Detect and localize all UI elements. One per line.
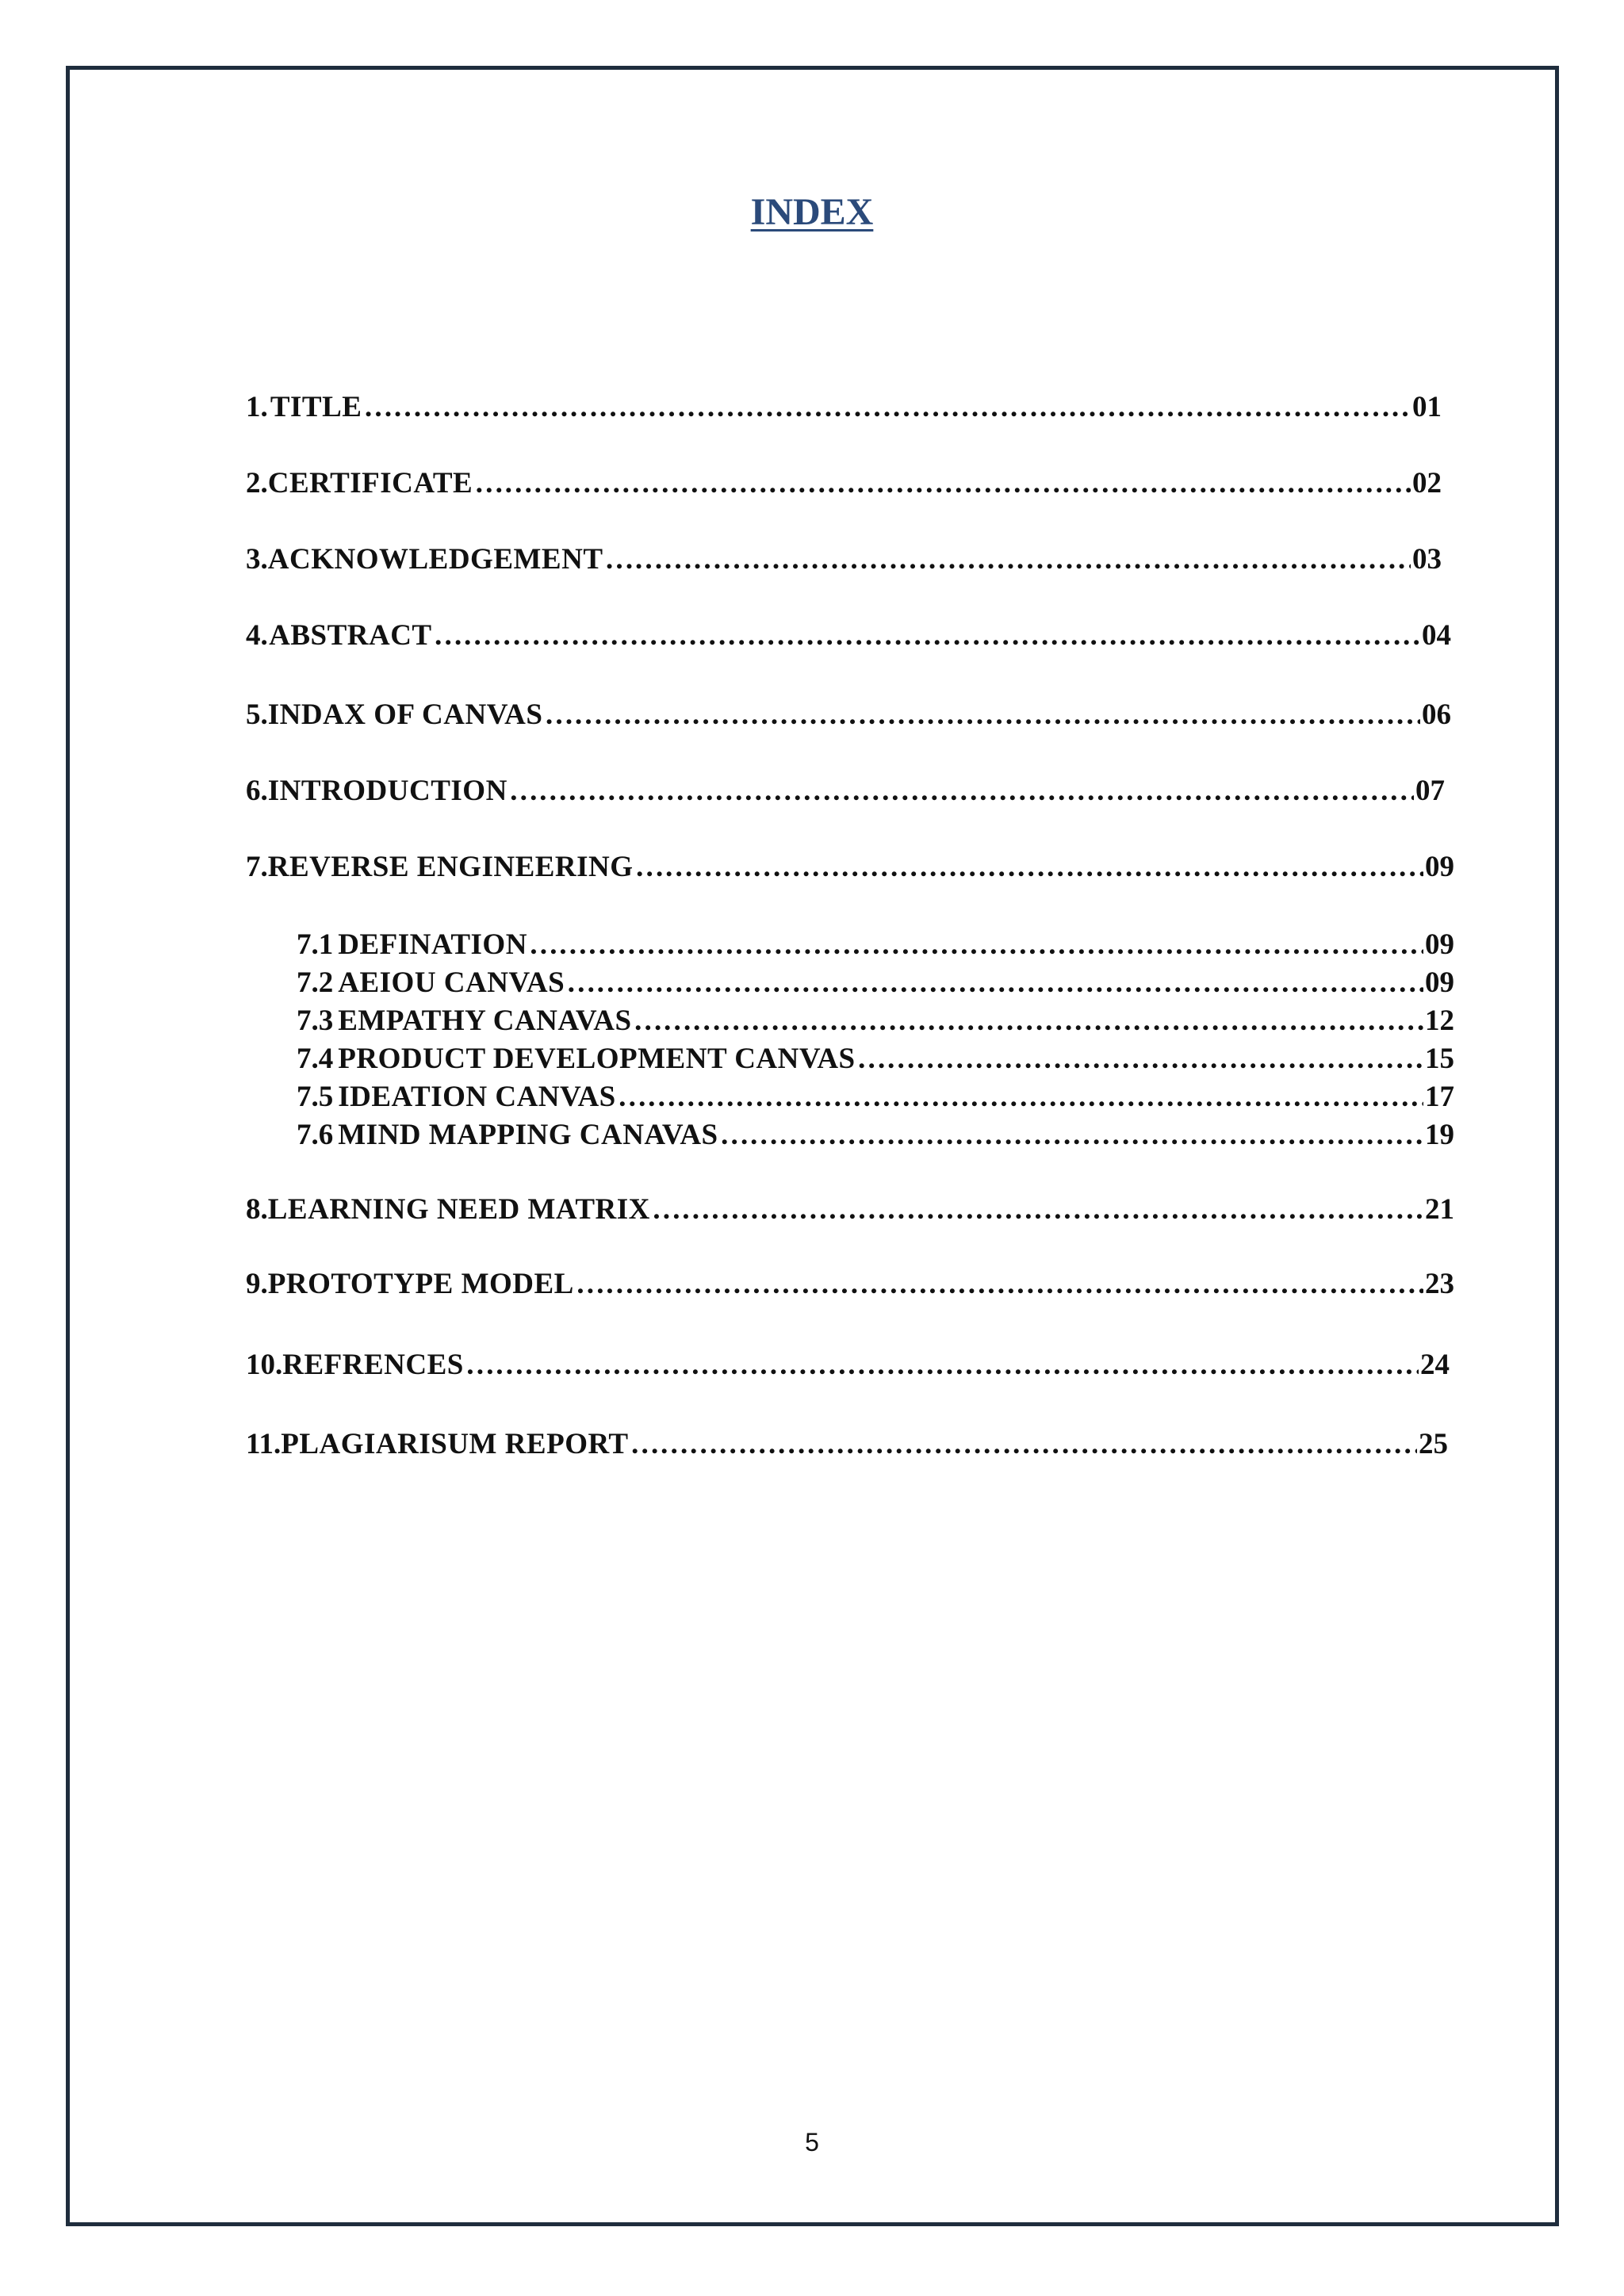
toc-leader-dots (465, 1348, 1419, 1382)
toc-entry-number: 7.3 (297, 1004, 334, 1037)
toc-leader-dots (544, 698, 1420, 732)
toc-entry-label: PRODUCT DEVELOPMENT CANVAS (338, 1043, 856, 1075)
toc-entry-page: 15 (1425, 1043, 1454, 1075)
toc-entry-number: 7.1 (297, 928, 334, 961)
toc-entry-reverse-engineering (246, 850, 1454, 884)
toc-entry-label: DEFINATION (338, 928, 527, 961)
toc-leader-dots (720, 1118, 1423, 1152)
toc-entry-label: ABSTRACT (269, 619, 432, 652)
toc-leader-dots (635, 850, 1423, 884)
toc-entry-label: EMPATHY CANAVAS (338, 1004, 632, 1037)
toc-entry-number: 7. (246, 851, 268, 883)
toc-entry-number: 11. (246, 1428, 282, 1460)
toc-entry-number: 6. (246, 775, 268, 807)
toc-entry-page: 17 (1425, 1081, 1454, 1113)
toc-entry-label: PLAGIARISUM REPORT (281, 1428, 629, 1460)
toc-entry-page: 25 (1419, 1428, 1448, 1460)
toc-subentry-empathy-canvas (297, 1004, 1454, 1038)
toc-entry-page: 03 (1412, 543, 1442, 576)
toc-entry-title (246, 390, 1442, 424)
toc-entry-abstract (246, 618, 1451, 652)
toc-entry-plagiarism-report (246, 1427, 1448, 1461)
toc-entry-label: CERTIFICATE (267, 467, 473, 499)
toc-entry-label: TITLE (270, 391, 362, 423)
toc-entry-refrences (246, 1348, 1450, 1382)
toc-entry-page: 04 (1422, 619, 1451, 652)
toc-leader-dots (509, 774, 1414, 808)
toc-leader-dots (474, 466, 1411, 500)
toc-entry-page: 09 (1425, 851, 1454, 883)
toc-entry-number: 4. (246, 619, 268, 652)
toc-entry-label: IDEATION CANVAS (338, 1081, 616, 1113)
toc-subentry-product-development-canvas (297, 1042, 1454, 1076)
toc-entry-page: 12 (1425, 1004, 1454, 1037)
toc-entry-label: MIND MAPPING CANAVAS (338, 1119, 718, 1151)
toc-entry-number: 7.6 (297, 1119, 334, 1151)
toc-entry-number: 2. (246, 467, 268, 499)
toc-entry-number: 7.2 (297, 966, 334, 999)
toc-leader-dots (634, 1004, 1423, 1038)
toc-entry-learning-need-matrix (246, 1192, 1454, 1226)
toc-subentry-ideation-canvas (297, 1080, 1454, 1114)
toc-entry-number: 10. (246, 1349, 283, 1381)
page-title: INDEX (750, 191, 874, 233)
toc-entry-label: ACKNOWLEDGEMENT (267, 543, 603, 576)
toc-entry-page: 06 (1422, 698, 1451, 731)
toc-entry-label: LEARNING NEED MATRIX (267, 1193, 650, 1226)
toc-entry-page: 09 (1425, 928, 1454, 961)
toc-entry-label: AEIOU CANVAS (338, 966, 565, 999)
toc-entry-index-of-canvas (246, 698, 1451, 732)
toc-leader-dots (630, 1427, 1417, 1461)
toc-entry-number: 1. (246, 391, 268, 423)
toc-entry-page: 02 (1412, 467, 1442, 499)
toc-subentry-mind-mapping-canvas (297, 1118, 1454, 1152)
toc-leader-dots (857, 1042, 1423, 1076)
toc-entry-page: 24 (1420, 1349, 1450, 1381)
toc-leader-dots (618, 1080, 1423, 1114)
toc-entry-prototype-model (246, 1267, 1454, 1301)
toc-entry-number: 9. (246, 1268, 268, 1300)
toc-entry-label: INTRODUCTION (267, 775, 508, 807)
toc-entry-number: 5. (246, 698, 268, 731)
toc-entry-page: 07 (1415, 775, 1445, 807)
toc-leader-dots (652, 1192, 1423, 1226)
toc-entry-page: 19 (1425, 1119, 1454, 1151)
toc-entry-number: 8. (246, 1193, 268, 1226)
page-number: 5 (805, 2128, 819, 2156)
toc-entry-label: PROTOTYPE MODEL (267, 1268, 574, 1300)
toc-entry-acknowledgement (246, 542, 1442, 576)
toc-entry-page: 09 (1425, 966, 1454, 999)
toc-entry-label: REFRENCES (282, 1349, 464, 1381)
toc-leader-dots (566, 966, 1423, 1000)
toc-entry-label: REVERSE ENGINEERING (267, 851, 634, 883)
toc-leader-dots (363, 390, 1411, 424)
toc-leader-dots (434, 618, 1420, 652)
toc-entry-certificate (246, 466, 1442, 500)
toc-entry-number: 7.5 (297, 1081, 334, 1113)
toc-leader-dots (605, 542, 1411, 576)
toc-leader-dots (576, 1267, 1423, 1301)
toc-subentry-defination (297, 928, 1454, 962)
toc-entry-number: 3. (246, 543, 268, 576)
toc-entry-label: INDAX OF CANVAS (267, 698, 543, 731)
toc-entry-introduction (246, 774, 1445, 808)
toc-entry-page: 21 (1425, 1193, 1454, 1226)
toc-entry-page: 01 (1412, 391, 1442, 423)
toc-entry-number: 7.4 (297, 1043, 334, 1075)
toc-subentry-aeiou-canvas (297, 966, 1454, 1000)
toc-entry-page: 23 (1425, 1268, 1454, 1300)
toc-leader-dots (529, 928, 1423, 962)
